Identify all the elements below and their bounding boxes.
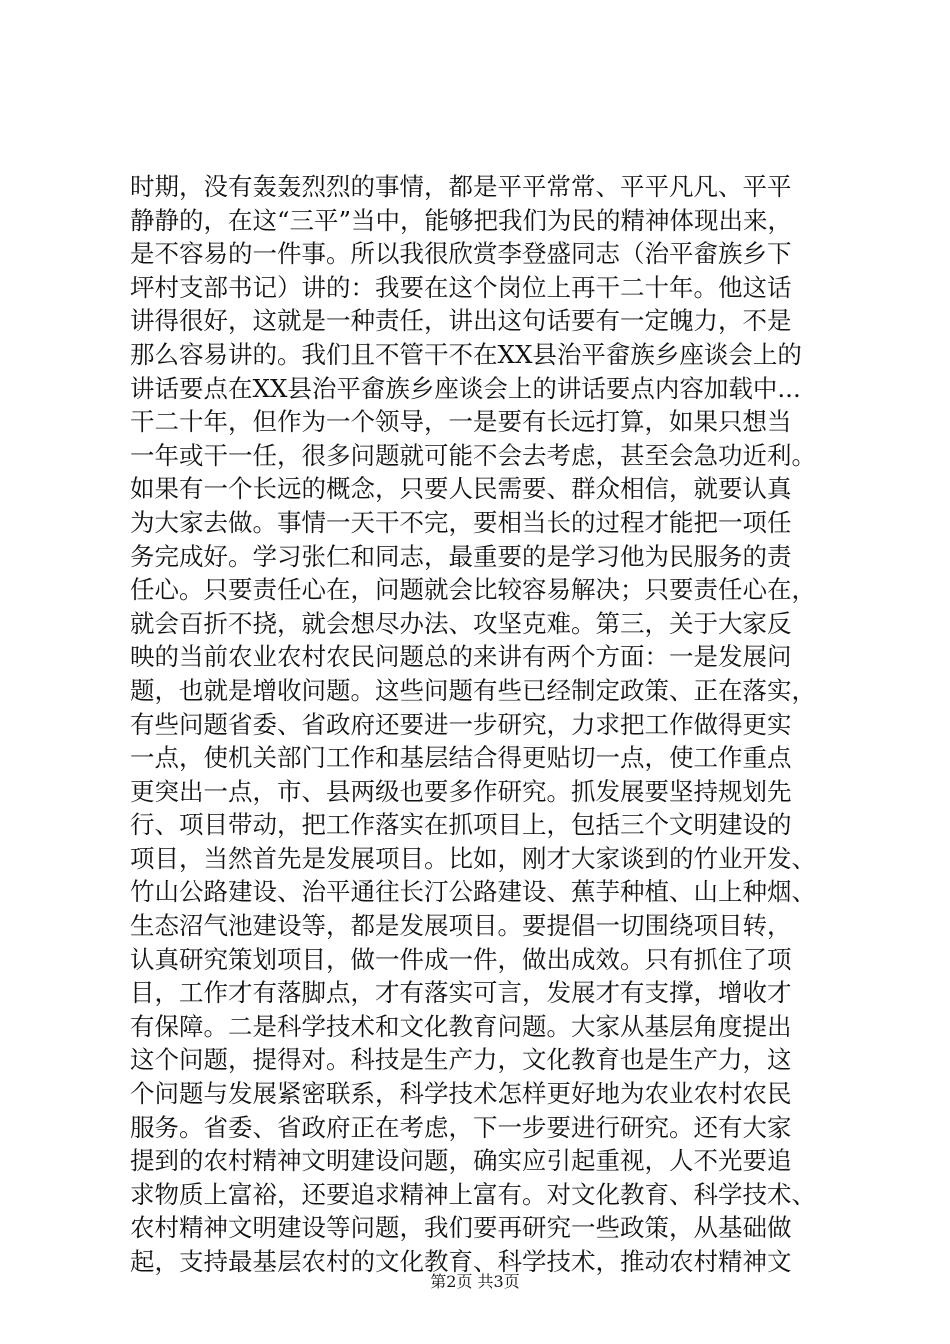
text-line: 一年或干一任，很多问题就可能不会去考虑，甚至会急功近利。 — [130, 440, 816, 470]
text-line: 为大家去做。事情一天干不完，要相当长的过程才能把一项任 — [130, 507, 792, 537]
text-line: 有些问题省委、省政府还要进一步研究，力求把工作做得更实 — [130, 709, 792, 739]
text-line: 生态沼气池建设等，都是发展项目。要提倡一切围绕项目转， — [130, 911, 792, 941]
text-line: 有保障。二是科学技术和文化教育问题。大家从基层角度提出 — [130, 1011, 792, 1041]
text-line: 任心。只要责任心在，问题就会比较容易解决；只要责任心在， — [130, 575, 816, 605]
text-line: 映的当前农业农村农民问题总的来讲有两个方面：一是发展问 — [130, 642, 792, 672]
text-line: 这个问题，提得对。科技是生产力，文化教育也是生产力，这 — [130, 1045, 792, 1075]
text-line: 服务。省委、省政府正在考虑，下一步要进行研究。还有大家 — [130, 1112, 792, 1142]
text-line: 农村精神文明建设等问题，我们要再研究一些政策，从基础做 — [130, 1213, 792, 1243]
text-line: 是不容易的一件事。所以我很欣赏李登盛同志（治平畲族乡下 — [130, 239, 792, 269]
text-line: 就会百折不挠，就会想尽办法、攻坚克难。第三，关于大家反 — [130, 608, 792, 638]
text-line: 项目，当然首先是发展项目。比如，刚才大家谈到的竹业开发、 — [130, 843, 816, 873]
text-line: 提到的农村精神文明建设问题，确实应引起重视，人不光要追 — [130, 1146, 792, 1176]
text-line: 干二十年，但作为一个领导，一是要有长远打算，如果只想当 — [130, 407, 792, 437]
text-line: 如果有一个长远的概念，只要人民需要、群众相信，就要认真 — [130, 474, 792, 504]
text-line: 求物质上富裕，还要追求精神上富有。对文化教育、科学技术、 — [130, 1179, 816, 1209]
text-line: 题，也就是增收问题。这些问题有些已经制定政策、正在落实， — [130, 675, 816, 705]
body-text — [130, 170, 830, 1279]
text-line: 竹山公路建设、治平通往长汀公路建设、蕉芋种植、山上种烟、 — [130, 877, 816, 907]
text-line: 那么容易讲的。我们且不管干不在XX县治平畲族乡座谈会上的 — [130, 339, 802, 369]
text-line: 讲话要点在XX县治平畲族乡座谈会上的讲话要点内容加载中... — [130, 373, 801, 403]
text-line: 行、项目带动，把工作落实在抓项目上，包括三个文明建设的 — [130, 810, 792, 840]
text-line: 静静的，在这“三平”当中，能够把我们为民的精神体现出来， — [130, 205, 793, 235]
text-line: 时期，没有轰轰烈烈的事情，都是平平常常、平平凡凡、平平 — [130, 172, 792, 201]
text-line: 坪村支部书记）讲的：我要在这个岗位上再干二十年。他这话 — [130, 272, 792, 302]
text-line: 起，支持最基层农村的文化教育、科学技术，推动农村精神文 — [130, 1247, 792, 1276]
text-line: 讲得很好，这就是一种责任，讲出这句话要有一定魄力，不是 — [130, 306, 792, 336]
page-footer: 第2页 共3页 — [430, 1272, 520, 1291]
text-line: 目，工作才有落脚点，才有落实可言，发展才有支撑，增收才 — [130, 978, 792, 1008]
text-line: 个问题与发展紧密联系，科学技术怎样更好地为农业农村农民 — [130, 1079, 792, 1109]
text-line: 更突出一点，市、县两级也要多作研究。抓发展要坚持规划先 — [130, 776, 792, 806]
text-line: 务完成好。学习张仁和同志，最重要的是学习他为民服务的责 — [130, 541, 792, 571]
text-line: 一点，使机关部门工作和基层结合得更贴切一点，使工作重点 — [130, 743, 792, 773]
text-line: 认真研究策划项目，做一件成一件，做出成效。只有抓住了项 — [130, 944, 792, 974]
